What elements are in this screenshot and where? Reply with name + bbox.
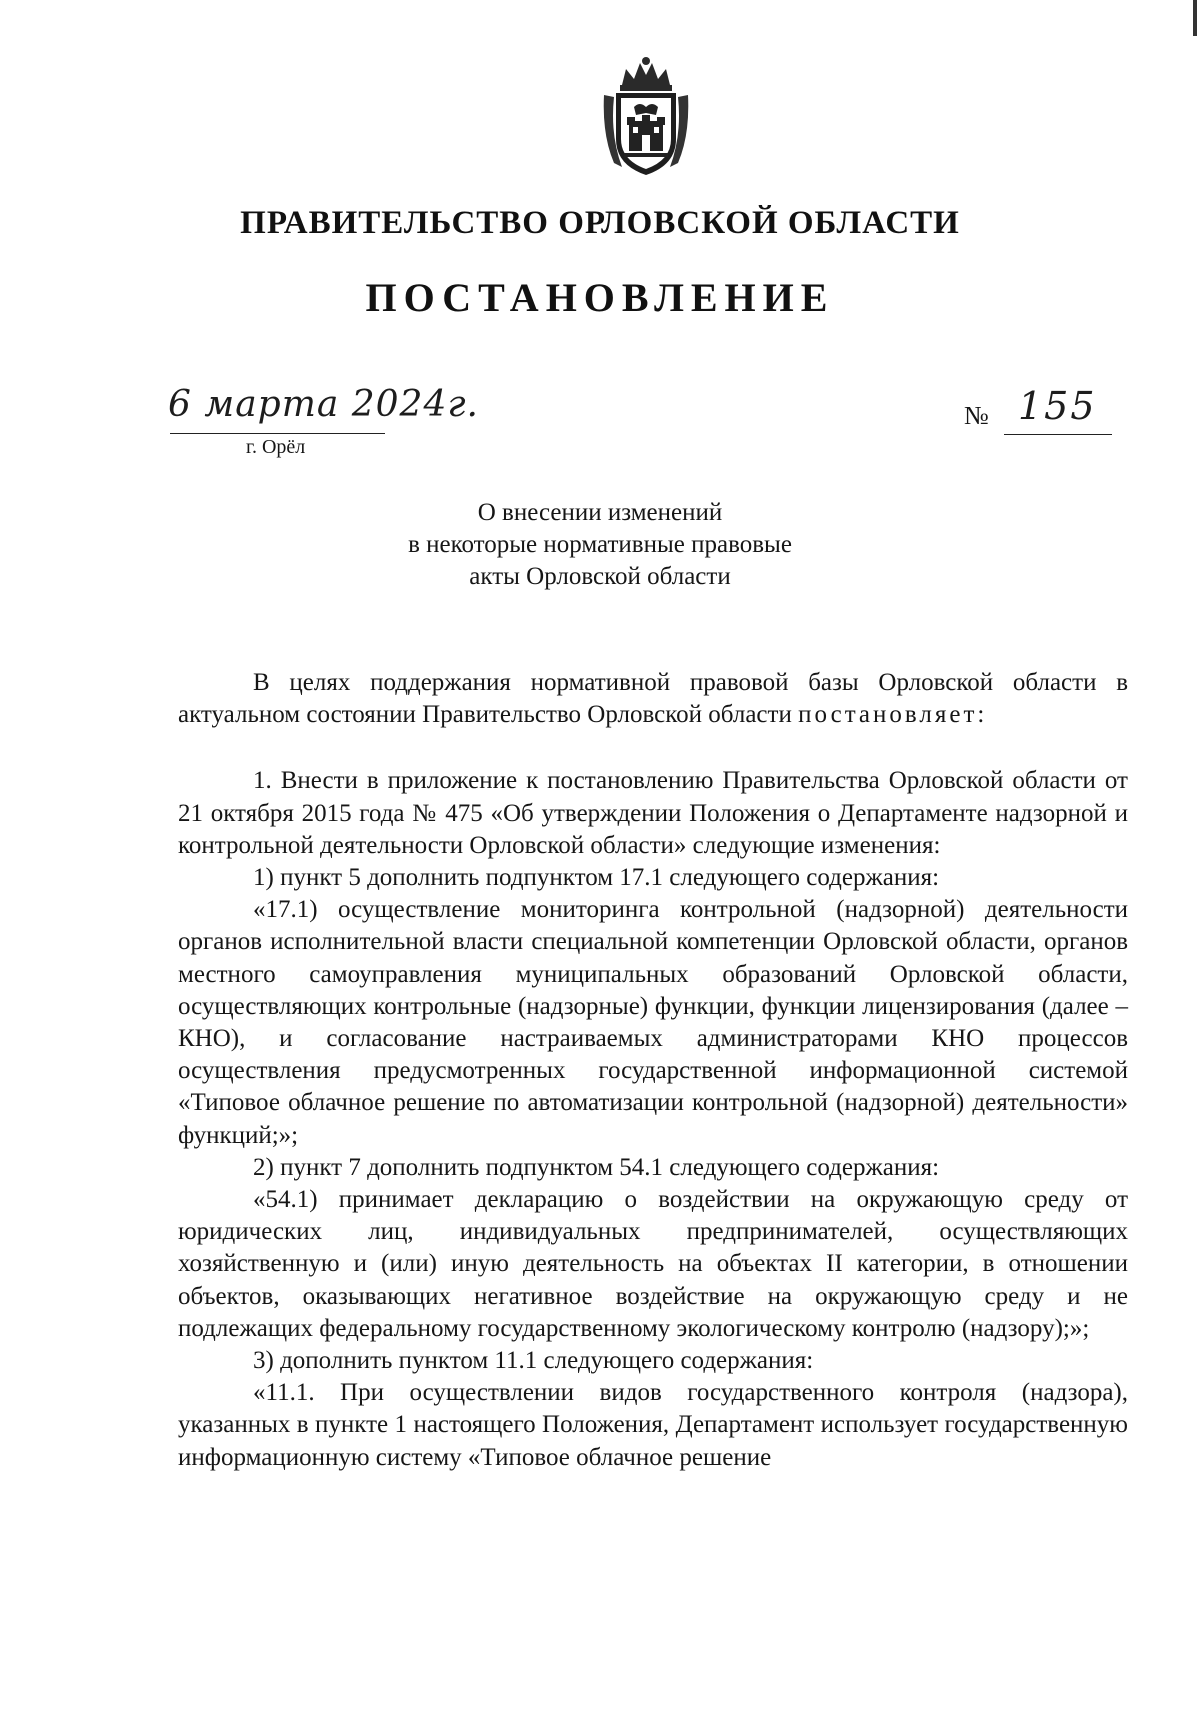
city-label: г. Орёл — [246, 436, 306, 458]
subclause-3-paragraph: 3) дополнить пунктом 11.1 следующего содержания: — [253, 1347, 814, 1375]
subclause-2-paragraph: 2) пункт 7 дополнить подпунктом 54.1 следующего содержания: — [253, 1153, 940, 1181]
scan-edge-mark — [1193, 0, 1197, 36]
subject-line-2: в некоторые нормативные правовые — [408, 531, 792, 558]
document-type: ПОСТАНОВЛЕНИЕ — [365, 275, 835, 320]
number-underline — [1004, 434, 1112, 435]
government-name: ПРАВИТЕЛЬСТВО ОРЛОВСКОЙ ОБЛАСТИ — [240, 205, 960, 241]
preamble-text: В целях поддержания нормативной правовой базы Орловской области в актуальном состоянии Правительство Орловской области — [178, 669, 1128, 729]
handwritten-number: 155 — [1018, 384, 1097, 428]
document-body — [178, 667, 1128, 1474]
point-17-1-paragraph: «17.1) осуществление мониторинга контрольной (надзорной) деятельности органов исполнительной власти специальной компетенции Орловской области, органов местного самоуправления муниципальных образований Орловской области, осуществляющих контрольные (надзорные) функции, функции лицензирования (далее – КНО), и согласование настраиваемых администраторами КНО процессов осуществления предусмотренных государственной информационной системой «Типовое облачное решение по автоматизации контрольной (надзорной) деятельности» функций;»; — [178, 896, 1128, 1149]
subject-line-1: О внесении изменений — [477, 499, 723, 526]
handwritten-date: 6 марта 2024г. — [168, 384, 479, 425]
number-label: № — [964, 401, 989, 430]
date-underline — [170, 433, 385, 434]
clause-1-paragraph: 1. Внести в приложение к постановлению Правительства Орловской области от 21 октября 2015 года № 475 «Об утверждении Положения о Департаменте надзорной и контрольной деятельности Орловской области» следующие изменения: — [178, 767, 1128, 859]
point-54-1-paragraph: «54.1) принимает декларацию о воздействии на окружающую среду от юридических лиц, индивидуальных предпринимателей, осуществляющих хозяйственную и (или) иную деятельность на объектах II категории, в отношении объектов, оказывающих негативное воздействие на окружающую среду и не подлежащих федеральному государственному экологическому контролю (надзору);»; — [178, 1186, 1128, 1342]
coat-of-arms-emblem — [600, 55, 692, 179]
subject-line-3: акты Орловской области — [469, 563, 731, 590]
preamble-paragraph — [178, 667, 1128, 731]
resolves-word: постановляет: — [798, 701, 988, 729]
subclause-1-paragraph: 1) пункт 5 дополнить подпунктом 17.1 следующего содержания: — [253, 864, 940, 892]
document-subject — [300, 497, 900, 593]
point-11-1-paragraph: «11.1. При осуществлении видов государственного контроля (надзора), указанных в пункте 1 настоящего Положения, Департамент использует государственную информационную систему «Типовое облачное решение — [178, 1379, 1128, 1471]
